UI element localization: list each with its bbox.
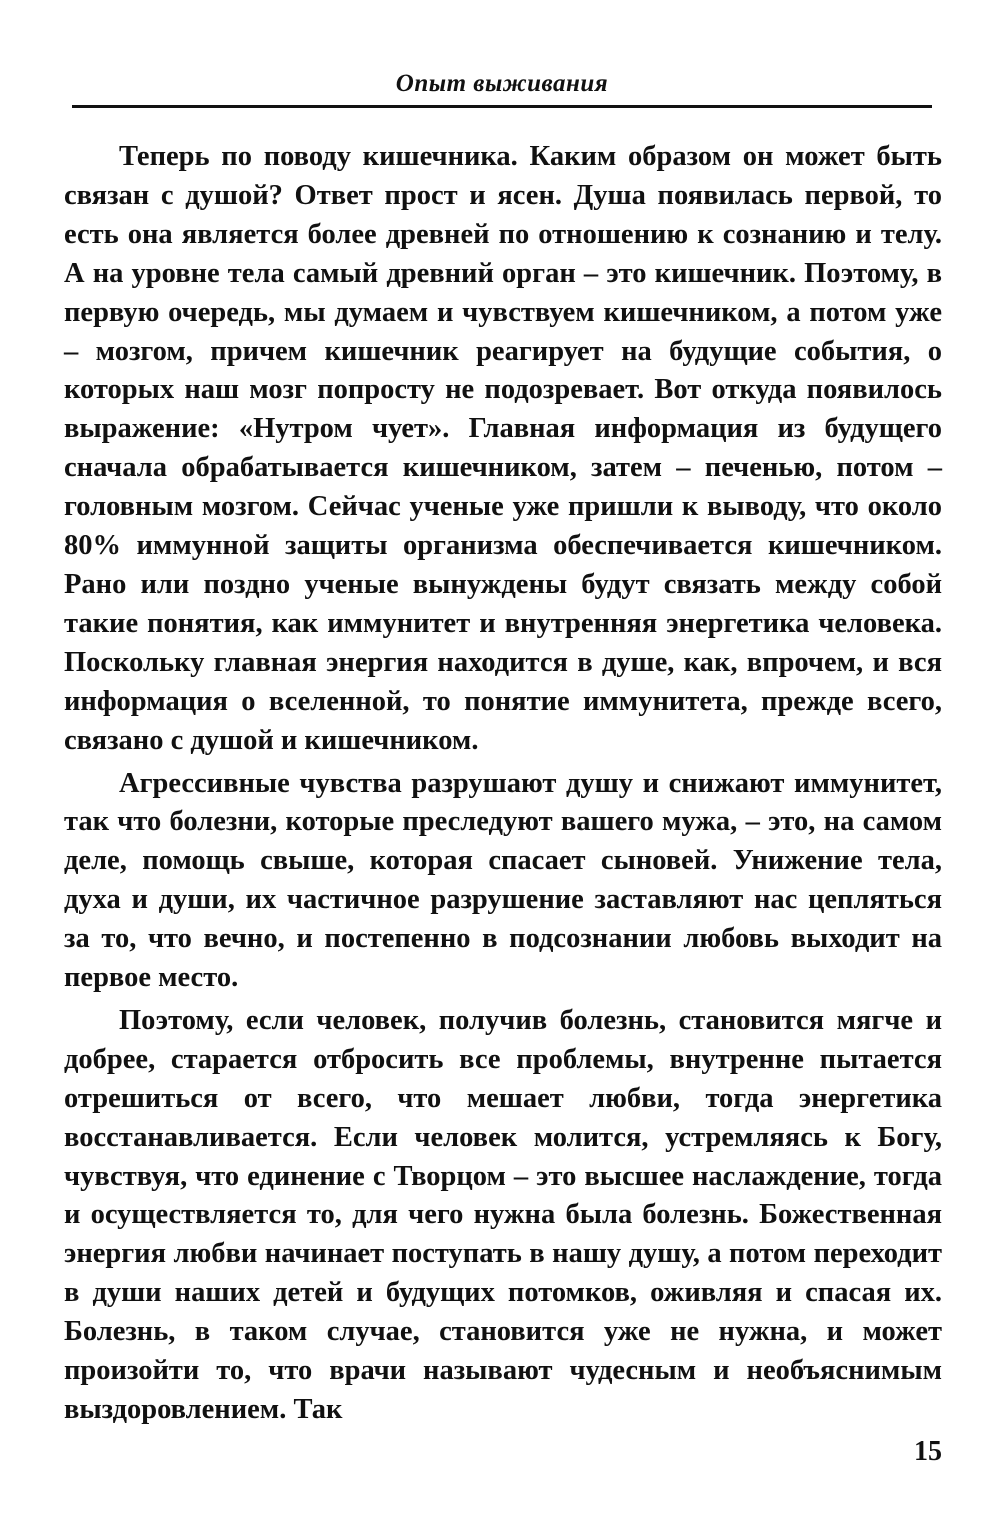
running-title: Опыт выживания	[395, 70, 609, 97]
paragraph-2: Агрессивные чувства разрушают душу и снижают иммунитет, так что болезни, которые преследуют вашего мужа, – это, на самом деле, помощь свыше, которая спасает сыновей. Унижение тела, духа и души, их частичное разрушение заставляют нас цепляться за то, что вечно, и постепенно в подсознании любовь выходит на первое место.	[64, 767, 942, 994]
paragraph-1: Теперь по поводу кишечника. Каким образом он может быть связан с душой? Ответ прост и ясен. Душа появилась первой, то есть она является более древней по отношению к сознанию и телу. А на уровне тела самый древний орган – это кишечник. Поэтому, в первую очередь, мы думаем и чувствуем кишечником, а потом уже – мозгом, причем кишечник реагирует на будущие события, о которых наш мозг попросту не подозревает. Вот откуда появилось выражение: «Нутром чует». Главная информация из будущего сначала обрабатывается кишечником, затем – печенью, потом – головным мозгом. Сейчас ученые уже пришли к выводу, что около 80% иммунной защиты организма обеспечивается кишечником. Рано или поздно ученые вынуждены будут связать между собой такие понятия, как иммунитет и внутренняя энергетика человека. Поскольку главная энергия находится в душе, как, впрочем, и вся информация о вселенной, то понятие иммунитета, прежде всего, связано с душой и кишечником.	[64, 141, 942, 756]
header-rule	[72, 105, 932, 108]
paragraph-3: Поэтому, если человек, получив болезнь, становится мягче и добрее, старается отбросить все проблемы, внутренне пытается отрешиться от всего, что мешает любви, тогда энергетика восстанавливается. Если человек молится, устремляясь к Богу, чувствуя, что единение с Творцом – это высшее наслаждение, тогда и осуществляется то, для чего нужна была болезнь. Божественная энергия любви начинает поступать в нашу душу, а потом переходит в души наших детей и будущих потомков, оживляя и спасая их. Болезнь, в таком случае, становится уже не нужна, и может произойти то, что врачи называют чудесным и необъяснимым выздоровлением. Так	[64, 1004, 942, 1425]
running-header	[72, 70, 932, 98]
page-number: 15	[914, 1436, 942, 1467]
body-text	[64, 138, 942, 1430]
